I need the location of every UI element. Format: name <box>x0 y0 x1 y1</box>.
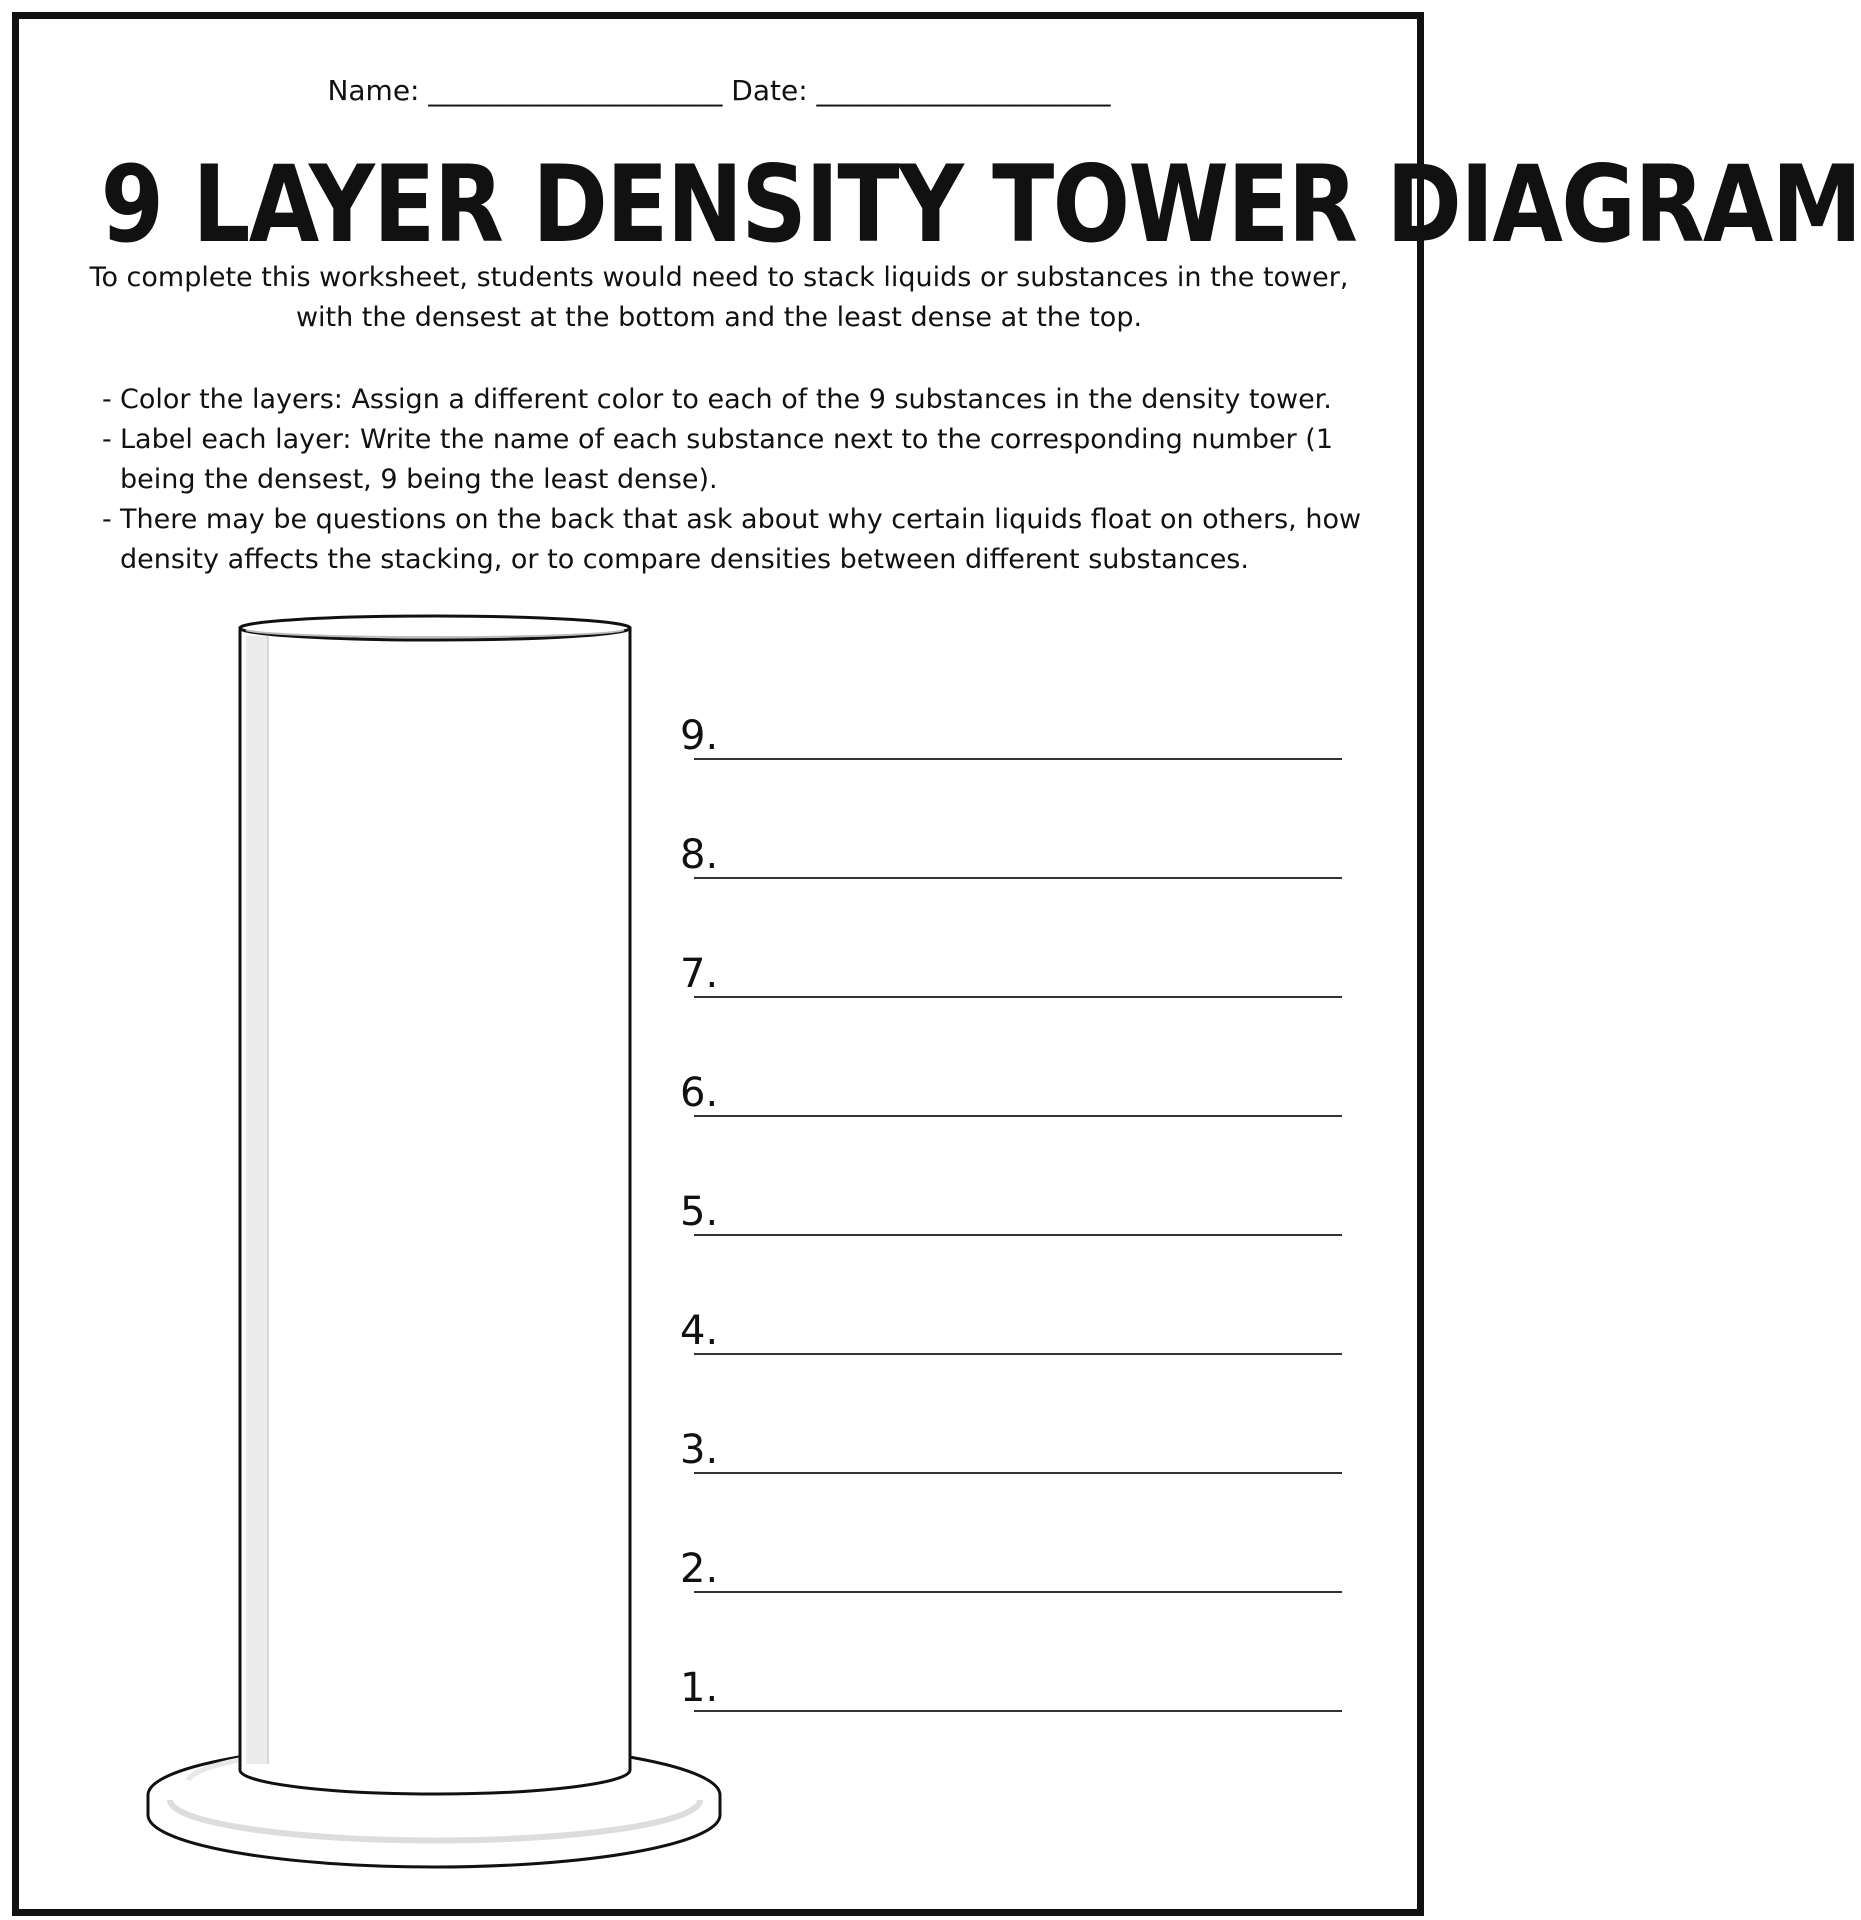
instruction-item: - Label each layer: Write the name of each substance next to the corresponding number (1 being the densest, 9 being the least dense). <box>102 420 1362 500</box>
instructions-list <box>102 380 1362 580</box>
answer-number: 4. <box>680 1308 719 1354</box>
density-tower-illustration <box>130 600 730 1860</box>
answer-blank[interactable] <box>694 1591 1342 1593</box>
answer-blank[interactable] <box>694 1115 1342 1117</box>
answer-number: 6. <box>680 1070 719 1116</box>
answer-number: 9. <box>680 713 719 759</box>
instruction-item: - There may be questions on the back that ask about why certain liquids float on others, how density affects the stacking, or to compare densities between different substances. <box>102 500 1362 580</box>
answer-row <box>676 938 1342 998</box>
name-date-line: Name: _____________________ Date: _____________________ <box>327 74 1111 107</box>
answer-number: 8. <box>680 832 719 878</box>
answer-row <box>676 1176 1342 1236</box>
answer-blank[interactable] <box>694 877 1342 879</box>
answer-number: 1. <box>680 1665 719 1711</box>
answer-number: 3. <box>680 1427 719 1473</box>
answer-number: 7. <box>680 951 719 997</box>
answer-row <box>676 1533 1342 1593</box>
answer-blank[interactable] <box>694 758 1342 760</box>
answer-row <box>676 1414 1342 1474</box>
answer-row <box>676 1057 1342 1117</box>
answer-row <box>676 700 1342 760</box>
answer-number: 2. <box>680 1546 719 1592</box>
answer-row <box>676 1652 1342 1712</box>
tower-cylinder <box>240 616 630 1794</box>
answer-blank[interactable] <box>694 1710 1342 1712</box>
answer-blank[interactable] <box>694 996 1342 998</box>
instruction-item: - Color the layers: Assign a different color to each of the 9 substances in the density tower. <box>102 380 1362 420</box>
answer-blank[interactable] <box>694 1353 1342 1355</box>
answer-blank[interactable] <box>694 1234 1342 1236</box>
answer-row <box>676 1295 1342 1355</box>
answer-number: 5. <box>680 1189 719 1235</box>
intro-paragraph: To complete this worksheet, students would need to stack liquids or substances in the tower, with the densest at the bottom and the least dense at the top. <box>89 262 1349 333</box>
answer-blank[interactable] <box>694 1472 1342 1474</box>
page-title: 9 LAYER DENSITY TOWER DIAGRAM <box>100 143 1861 266</box>
answer-row <box>676 819 1342 879</box>
